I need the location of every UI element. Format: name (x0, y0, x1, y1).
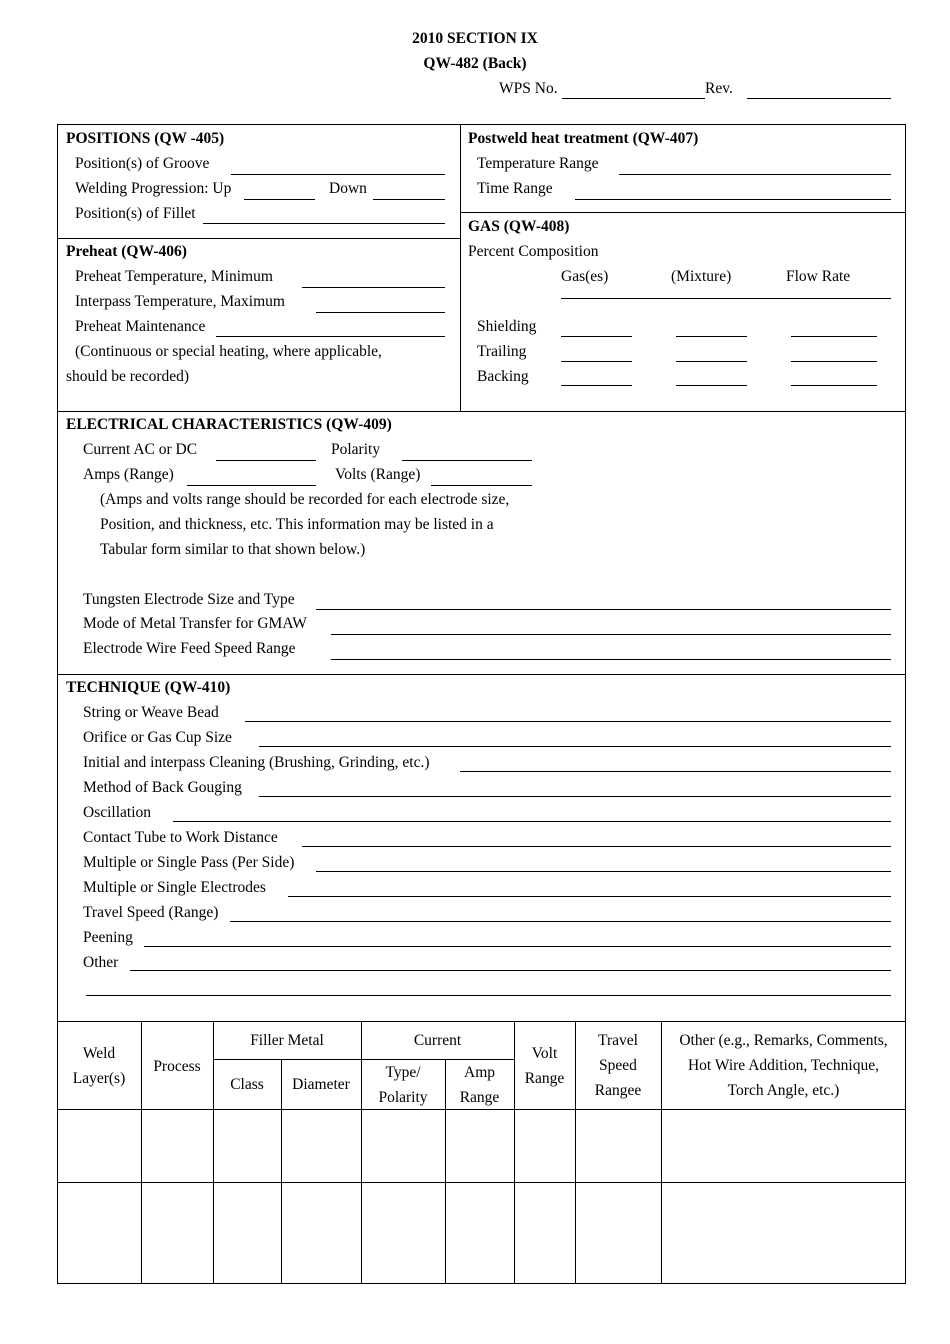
shielding-flow-input[interactable] (791, 336, 877, 337)
gas-header-rule (561, 298, 891, 299)
volts-label: Volts (Range) (335, 466, 421, 483)
gas-col-gases: Gas(es) (561, 268, 609, 285)
transfer-input[interactable] (331, 634, 891, 635)
th-amp-line2: Range (459, 1089, 500, 1106)
wirefeed-label: Electrode Wire Feed Speed Range (83, 640, 296, 657)
preheat-min-input[interactable] (302, 287, 445, 288)
orifice-input[interactable] (259, 746, 891, 747)
th-travel-line3: Rangee (594, 1082, 642, 1099)
th-weld-layer-line1: Weld (82, 1045, 116, 1062)
polarity-label: Polarity (331, 441, 381, 458)
other-input[interactable] (130, 970, 891, 971)
backing-flow-input[interactable] (791, 385, 877, 386)
electrodes-label: Multiple or Single Electrodes (83, 879, 266, 896)
other-input-extra-line[interactable] (86, 995, 891, 996)
string-label: String or Weave Bead (83, 704, 219, 721)
preheat-maint-label: Preheat Maintenance (75, 318, 206, 335)
progression-up-input[interactable] (244, 199, 315, 200)
peening-input[interactable] (144, 946, 891, 947)
peening-label: Peening (83, 929, 133, 946)
shielding-gas-input[interactable] (561, 336, 632, 337)
preheat-min-label: Preheat Temperature, Minimum (75, 268, 273, 285)
interpass-max-label: Interpass Temperature, Maximum (75, 293, 285, 310)
th-weld-layer (57, 1041, 141, 1091)
amps-label: Amps (Range) (83, 466, 174, 483)
backing-gas-input[interactable] (561, 385, 632, 386)
tungsten-input[interactable] (316, 609, 891, 610)
gas-percent-label: Percent Composition (468, 243, 599, 260)
preheat-note-2: should be recorded) (66, 368, 190, 385)
gouging-label: Method of Back Gouging (83, 779, 242, 796)
th-travel-line2: Speed (599, 1057, 637, 1074)
polarity-input[interactable] (402, 460, 532, 461)
cleaning-label: Initial and interpass Cleaning (Brushing, Grinding, etc.) (83, 754, 430, 771)
technique-heading: TECHNIQUE (QW-410) (66, 679, 231, 696)
th-class: Class (230, 1076, 264, 1093)
groove-label: Position(s) of Groove (75, 155, 210, 172)
gas-col-flow: Flow Rate (786, 268, 851, 285)
electrical-note-1: (Amps and volts range should be recorded for each electrode size, (100, 491, 510, 508)
th-type-polarity (361, 1060, 445, 1110)
wps-input[interactable] (562, 98, 705, 99)
trailing-flow-input[interactable] (791, 361, 877, 362)
page-title: 2010 SECTION IX (412, 30, 538, 47)
contact-input[interactable] (302, 846, 891, 847)
th-amp-line1: Amp (464, 1064, 495, 1081)
th-current: Current (413, 1032, 462, 1049)
th-volt-line2: Range (524, 1070, 565, 1087)
table-divider (57, 1021, 906, 1022)
pwht-temp-input[interactable] (619, 174, 891, 175)
progression-down-label: Down (329, 180, 367, 197)
th-amp-range (445, 1060, 514, 1110)
electrical-heading: ELECTRICAL CHARACTERISTICS (QW-409) (66, 416, 392, 433)
th-volt-line1: Volt (531, 1045, 558, 1062)
trailing-mixture-input[interactable] (676, 361, 747, 362)
th-weld-layer-line2: Layer(s) (72, 1070, 126, 1087)
progression-up-label: Welding Progression: Up (75, 180, 232, 197)
pwht-time-input[interactable] (575, 199, 891, 200)
cleaning-input[interactable] (460, 771, 891, 772)
amps-input[interactable] (187, 485, 316, 486)
th-volt-range (514, 1041, 575, 1091)
th-process: Process (153, 1058, 201, 1075)
volts-input[interactable] (431, 485, 532, 486)
rev-input[interactable] (747, 98, 891, 99)
th-type-line1: Type/ (385, 1064, 421, 1081)
fillet-input[interactable] (203, 223, 445, 224)
groove-input[interactable] (231, 174, 445, 175)
preheat-heading: Preheat (QW-406) (66, 243, 187, 260)
table-row[interactable] (58, 1183, 906, 1283)
electrical-note-2: Position, and thickness, etc. This information may be listed in a (100, 516, 494, 533)
th-other-line1: Other (e.g., Remarks, Comments, (679, 1032, 888, 1049)
th-diameter: Diameter (292, 1076, 350, 1093)
current-label: Current AC or DC (83, 441, 198, 458)
pwht-gas-divider (460, 212, 906, 213)
preheat-note-1: (Continuous or special heating, where applicable, (75, 343, 382, 360)
other-label: Other (83, 954, 119, 971)
trailing-label: Trailing (477, 343, 527, 360)
rev-label: Rev. (705, 80, 733, 97)
th-other (661, 1028, 906, 1103)
backing-mixture-input[interactable] (676, 385, 747, 386)
page-subtitle: QW-482 (Back) (423, 55, 527, 72)
electrodes-input[interactable] (288, 896, 891, 897)
preheat-maint-input[interactable] (216, 336, 445, 337)
technique-divider (57, 674, 906, 675)
pass-label: Multiple or Single Pass (Per Side) (83, 854, 295, 871)
pwht-time-label: Time Range (477, 180, 553, 197)
positions-preheat-divider (57, 238, 460, 239)
table-row[interactable] (58, 1110, 906, 1182)
shielding-mixture-input[interactable] (676, 336, 747, 337)
wirefeed-input[interactable] (331, 659, 891, 660)
th-travel-speed (575, 1028, 661, 1103)
th-travel-line1: Travel (598, 1032, 638, 1049)
th-other-line3: Torch Angle, etc.) (727, 1082, 840, 1099)
string-input[interactable] (245, 721, 891, 722)
pwht-temp-label: Temperature Range (477, 155, 599, 172)
electrical-note-3: Tabular form similar to that shown below.) (100, 541, 366, 558)
positions-heading: POSITIONS (QW -405) (66, 130, 225, 147)
electrical-divider (57, 411, 906, 412)
trailing-gas-input[interactable] (561, 361, 632, 362)
interpass-max-input[interactable] (316, 312, 445, 313)
th-other-line2: Hot Wire Addition, Technique, (687, 1057, 879, 1074)
gouging-input[interactable] (259, 796, 891, 797)
contact-label: Contact Tube to Work Distance (83, 829, 278, 846)
th-type-line2: Polarity (378, 1089, 428, 1106)
wps-label: WPS No. (499, 80, 558, 97)
top-column-divider (460, 124, 461, 411)
backing-label: Backing (477, 368, 529, 385)
current-input[interactable] (216, 460, 316, 461)
transfer-label: Mode of Metal Transfer for GMAW (83, 615, 307, 632)
oscillation-input[interactable] (173, 821, 891, 822)
oscillation-label: Oscillation (83, 804, 152, 821)
fillet-label: Position(s) of Fillet (75, 205, 196, 222)
tungsten-label: Tungsten Electrode Size and Type (83, 591, 295, 608)
gas-heading: GAS (QW-408) (468, 218, 570, 235)
progression-down-input[interactable] (373, 199, 445, 200)
pass-input[interactable] (316, 871, 891, 872)
pwht-heading: Postweld heat treatment (QW-407) (468, 130, 699, 147)
travel-label: Travel Speed (Range) (83, 904, 219, 921)
th-filler-metal: Filler Metal (250, 1032, 324, 1049)
orifice-label: Orifice or Gas Cup Size (83, 729, 232, 746)
shielding-label: Shielding (477, 318, 537, 335)
travel-input[interactable] (230, 921, 891, 922)
gas-col-mixture: (Mixture) (671, 268, 732, 285)
